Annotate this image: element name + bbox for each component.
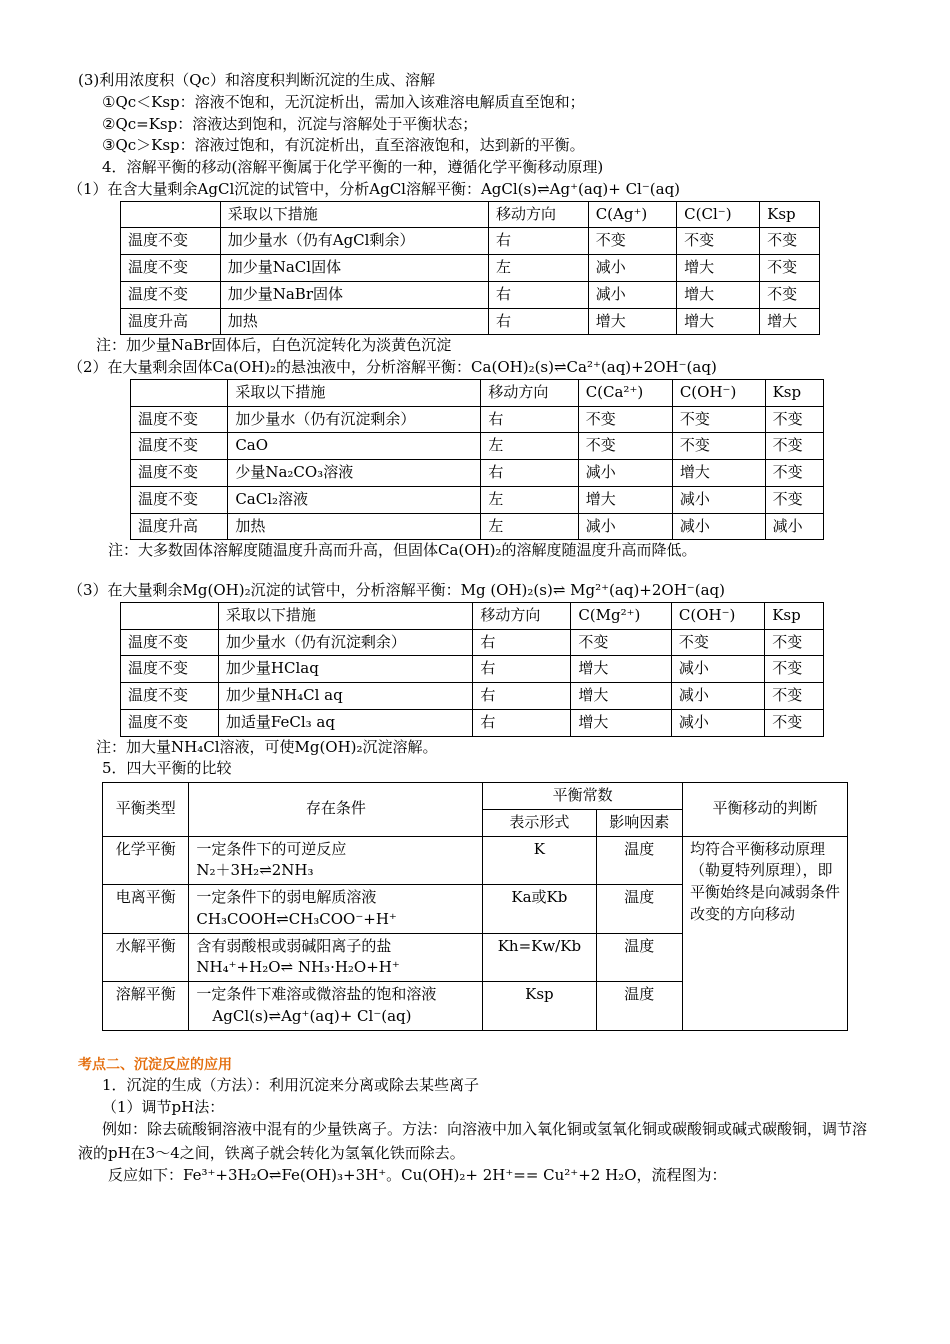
table-cell: 温度 [596, 836, 682, 885]
header-cell: C(OH⁻) [671, 602, 764, 629]
table-cell: 增大 [672, 460, 765, 487]
section-heading: 考点二、沉淀反应的应用 [78, 1056, 232, 1073]
table-cell: 加少量NaCl固体 [220, 255, 488, 282]
intro-line-3: ②Qc=Ksp：溶液达到饱和，沉淀与溶解处于平衡状态； [102, 114, 478, 133]
table-cell: Ksp [483, 982, 596, 1031]
table-row [131, 433, 824, 460]
table-cell: 不变 [578, 433, 672, 460]
header-cell [121, 201, 221, 228]
table-header-row [121, 201, 820, 228]
table-cell: 不变 [760, 228, 820, 255]
table-cell: 加少量NaBr固体 [220, 281, 488, 308]
table-cell: 不变 [765, 460, 823, 487]
table-cell: 不变 [671, 629, 764, 656]
s5-title: 5．四大平衡的比较 [102, 759, 232, 778]
table-cell: 左 [481, 433, 578, 460]
spacer [78, 562, 868, 580]
header-cell: 采取以下措施 [218, 602, 473, 629]
table-cell: 减小 [671, 709, 764, 736]
table-cell: 右 [488, 228, 588, 255]
table-header-row [121, 602, 824, 629]
kp2-paragraph: 例如：除去硫酸铜溶液中混有的少量铁离子。方法：向溶液中加入氧化铜或氢氧化铜或碳酸铜或碱式碳酸铜，调节溶液的pH在3～4之间，铁离子就会转化为氢氧化铁而除去。 [78, 1120, 868, 1162]
agcl-table [120, 201, 820, 336]
table-cell: 不变 [765, 629, 824, 656]
condition-text: 一定条件下的弱电解质溶液 [196, 888, 377, 906]
table-cell: 减小 [578, 460, 672, 487]
table-cell: 右 [473, 656, 571, 683]
table-cell: 减小 [671, 683, 764, 710]
header-cell: C(Ag⁺) [588, 201, 676, 228]
table-cell: 增大 [760, 308, 820, 335]
table-row [121, 255, 820, 282]
intro-line-2: ①Qc＜Ksp：溶液不饱和，无沉淀析出，需加入该难溶电解质直至饱和； [102, 92, 585, 111]
table-cell: 温度 [596, 885, 682, 934]
table-cell: 不变 [765, 486, 823, 513]
table-cell: CaCl₂溶液 [228, 486, 481, 513]
table-cell: 右 [481, 460, 578, 487]
header-type: 平衡类型 [103, 783, 189, 837]
section-4-title: 4．溶解平衡的移动(溶解平衡属于化学平衡的一种，遵循化学平衡移动原理) [102, 158, 604, 176]
table-cell: 增大 [677, 281, 760, 308]
table-row [131, 460, 824, 487]
table-cell: 减小 [578, 513, 672, 540]
table-cell: 右 [481, 406, 578, 433]
s1-title: （1）在含大量剩余AgCl沉淀的试管中，分析AgCl溶解平衡：AgCl(s)⇌Ag⁺(aq)+ Cl⁻(aq) [68, 179, 681, 198]
table-cell: 温度不变 [131, 406, 228, 433]
table-cell: 不变 [765, 683, 824, 710]
table-cell: 不变 [760, 281, 820, 308]
table-header-row [131, 379, 824, 406]
kp2-reaction: 反应如下：Fe³⁺+3H₂O⇌Fe(OH)₃+3H⁺。Cu(OH)₂+ 2H⁺== Cu²⁺+2 H₂O，流程图为： [108, 1165, 727, 1184]
table-cell: 加热 [220, 308, 488, 335]
header-cell: 采取以下措施 [220, 201, 488, 228]
s1-note: 注：加少量NaBr固体后，白色沉淀转化为淡黄色沉淀 [96, 336, 452, 355]
equation-text: N₂＋3H₂⇌2NH₃ [196, 861, 314, 880]
table-cell: 化学平衡 [103, 836, 189, 885]
table-row [121, 709, 824, 736]
table-cell: 温度 [596, 933, 682, 982]
header-cell: Ksp [760, 201, 820, 228]
table-row [121, 629, 824, 656]
condition-text: 一定条件下难溶或微溶盐的饱和溶液 [196, 985, 437, 1003]
table-row [121, 656, 824, 683]
table-cell: 少量Na₂CO₃溶液 [228, 460, 481, 487]
header-cell: C(OH⁻) [672, 379, 765, 406]
table-cell: 不变 [765, 656, 824, 683]
table-cell: 水解平衡 [103, 933, 189, 982]
table-cell: 温度不变 [121, 629, 219, 656]
table-row [121, 228, 820, 255]
table-cell: 加少量NH₄Cl aq [218, 683, 473, 710]
equation-text: AgCl(s)⇌Ag⁺(aq)+ Cl⁻(aq) [212, 1006, 412, 1025]
document-page [68, 70, 868, 1187]
table-cell: 右 [473, 709, 571, 736]
kp2-line-2: （1）调节pH法： [102, 1097, 225, 1116]
table-cell: 减小 [765, 513, 823, 540]
header-form: 表示形式 [483, 809, 596, 836]
table-row [103, 836, 848, 885]
header-cell: 移动方向 [481, 379, 578, 406]
table-cell: 增大 [578, 486, 672, 513]
table-cell: 溶解平衡 [103, 982, 189, 1031]
table-cell: 加少量水（仍有AgCl剩余） [220, 228, 488, 255]
table-header-row [103, 783, 848, 810]
table-row [121, 308, 820, 335]
intro-line-1: (3)利用浓度积（Qc）和溶度积判断沉淀的生成、溶解 [78, 71, 435, 89]
header-cell: 移动方向 [488, 201, 588, 228]
table-cell: 不变 [765, 709, 824, 736]
judgement-cell: 均符合平衡移动原理（勒夏特列原理），即平衡始终是向减弱条件改变的方向移动 [683, 836, 848, 1030]
table-row [121, 281, 820, 308]
table-cell: 不变 [765, 433, 823, 460]
table-cell: 不变 [760, 255, 820, 282]
header-condition: 存在条件 [189, 783, 483, 837]
table-cell: 左 [481, 486, 578, 513]
kp2-line-1: 1．沉淀的生成（方法）：利用沉淀来分离或除去某些离子 [102, 1075, 480, 1094]
mgoh2-table [120, 602, 824, 737]
s2-title: （2）在大量剩余固体Ca(OH)₂的悬浊液中，分析溶解平衡：Ca(OH)₂(s)⇌Ca²⁺(aq)+2OH⁻(aq) [68, 358, 717, 376]
s2-note: 注：大多数固体溶解度随温度升高而升高，但固体Ca(OH)₂的溶解度随温度升高而降低。 [108, 541, 697, 560]
table-row [121, 683, 824, 710]
table-cell: Kh=Kw/Kb [483, 933, 596, 982]
table-cell [189, 982, 483, 1031]
table-cell: K [483, 836, 596, 885]
header-cell [131, 379, 228, 406]
table-cell: 增大 [571, 683, 672, 710]
caoh2-table [130, 379, 824, 541]
table-cell: 不变 [571, 629, 672, 656]
equation-text: CH₃COOH⇌CH₃COO⁻+H⁺ [196, 909, 397, 928]
table-cell: 温度不变 [121, 683, 219, 710]
header-cell: C(Ca²⁺) [578, 379, 672, 406]
header-cell: Ksp [765, 379, 823, 406]
table-cell: 右 [488, 308, 588, 335]
table-cell: 左 [481, 513, 578, 540]
table-row [131, 406, 824, 433]
table-cell: 增大 [571, 656, 672, 683]
header-cell: Ksp [765, 602, 824, 629]
header-judgement: 平衡移动的判断 [683, 783, 848, 837]
table-cell: 不变 [672, 406, 765, 433]
table-cell: 温度不变 [121, 255, 221, 282]
table-cell: 不变 [672, 433, 765, 460]
table-cell: 加热 [228, 513, 481, 540]
table-cell: 不变 [588, 228, 676, 255]
table-cell: 温度不变 [131, 460, 228, 487]
condition-text: 一定条件下的可逆反应 [196, 839, 347, 858]
table-cell: 增大 [677, 308, 760, 335]
table-cell: 加少量HClaq [218, 656, 473, 683]
header-cell: 采取以下措施 [228, 379, 481, 406]
header-cell: C(Cl⁻) [677, 201, 760, 228]
s3-title: （3）在大量剩余Mg(OH)₂沉淀的试管中，分析溶解平衡：Mg (OH)₂(s)⇌ Mg²⁺(aq)+2OH⁻(aq) [68, 581, 725, 599]
table-cell: 加少量水（仍有沉淀剩余） [218, 629, 473, 656]
table-cell [189, 885, 483, 934]
table-cell: 减小 [672, 513, 765, 540]
table-cell: 增大 [588, 308, 676, 335]
table-cell: 温度不变 [121, 709, 219, 736]
table-cell: 温度不变 [121, 656, 219, 683]
table-row [131, 513, 824, 540]
table-cell: 温度不变 [131, 486, 228, 513]
table-cell: 减小 [671, 656, 764, 683]
header-factor: 影响因素 [596, 809, 682, 836]
table-cell: 加适量FeCl₃ aq [218, 709, 473, 736]
table-cell: 增大 [571, 709, 672, 736]
table-cell [189, 933, 483, 982]
table-cell: 减小 [588, 281, 676, 308]
table-cell [189, 836, 483, 885]
four-equilibria-table [102, 782, 848, 1031]
intro-line-4: ③Qc＞Ksp：溶液过饱和，有沉淀析出，直至溶液饱和，达到新的平衡。 [102, 136, 585, 155]
table-cell: 温度 [596, 982, 682, 1031]
table-cell: 右 [473, 629, 571, 656]
table-cell: 温度不变 [121, 281, 221, 308]
table-cell: 加少量水（仍有沉淀剩余） [228, 406, 481, 433]
header-constant: 平衡常数 [483, 783, 683, 810]
table-cell: 温度不变 [121, 228, 221, 255]
header-cell: C(Mg²⁺) [571, 602, 672, 629]
s3-note: 注：加大量NH₄Cl溶液，可使Mg(OH)₂沉淀溶解。 [96, 737, 438, 756]
header-cell: 移动方向 [473, 602, 571, 629]
header-cell [121, 602, 219, 629]
table-cell: 减小 [672, 486, 765, 513]
table-cell: 温度升高 [121, 308, 221, 335]
table-cell: 增大 [677, 255, 760, 282]
table-cell: 温度不变 [131, 433, 228, 460]
table-cell: CaO [228, 433, 481, 460]
table-cell: 不变 [578, 406, 672, 433]
table-cell: 不变 [765, 406, 823, 433]
table-cell: 减小 [588, 255, 676, 282]
table-cell: 温度升高 [131, 513, 228, 540]
table-cell: 右 [473, 683, 571, 710]
table-cell: 左 [488, 255, 588, 282]
table-cell: 不变 [677, 228, 760, 255]
table-cell: Ka或Kb [483, 885, 596, 934]
table-cell: 右 [488, 281, 588, 308]
table-row [131, 486, 824, 513]
condition-text: 含有弱酸根或弱碱阳离子的盐 [196, 936, 392, 955]
equation-text: NH₄⁺+H₂O⇌ NH₃·H₂O+H⁺ [196, 958, 400, 977]
table-cell: 电离平衡 [103, 885, 189, 934]
